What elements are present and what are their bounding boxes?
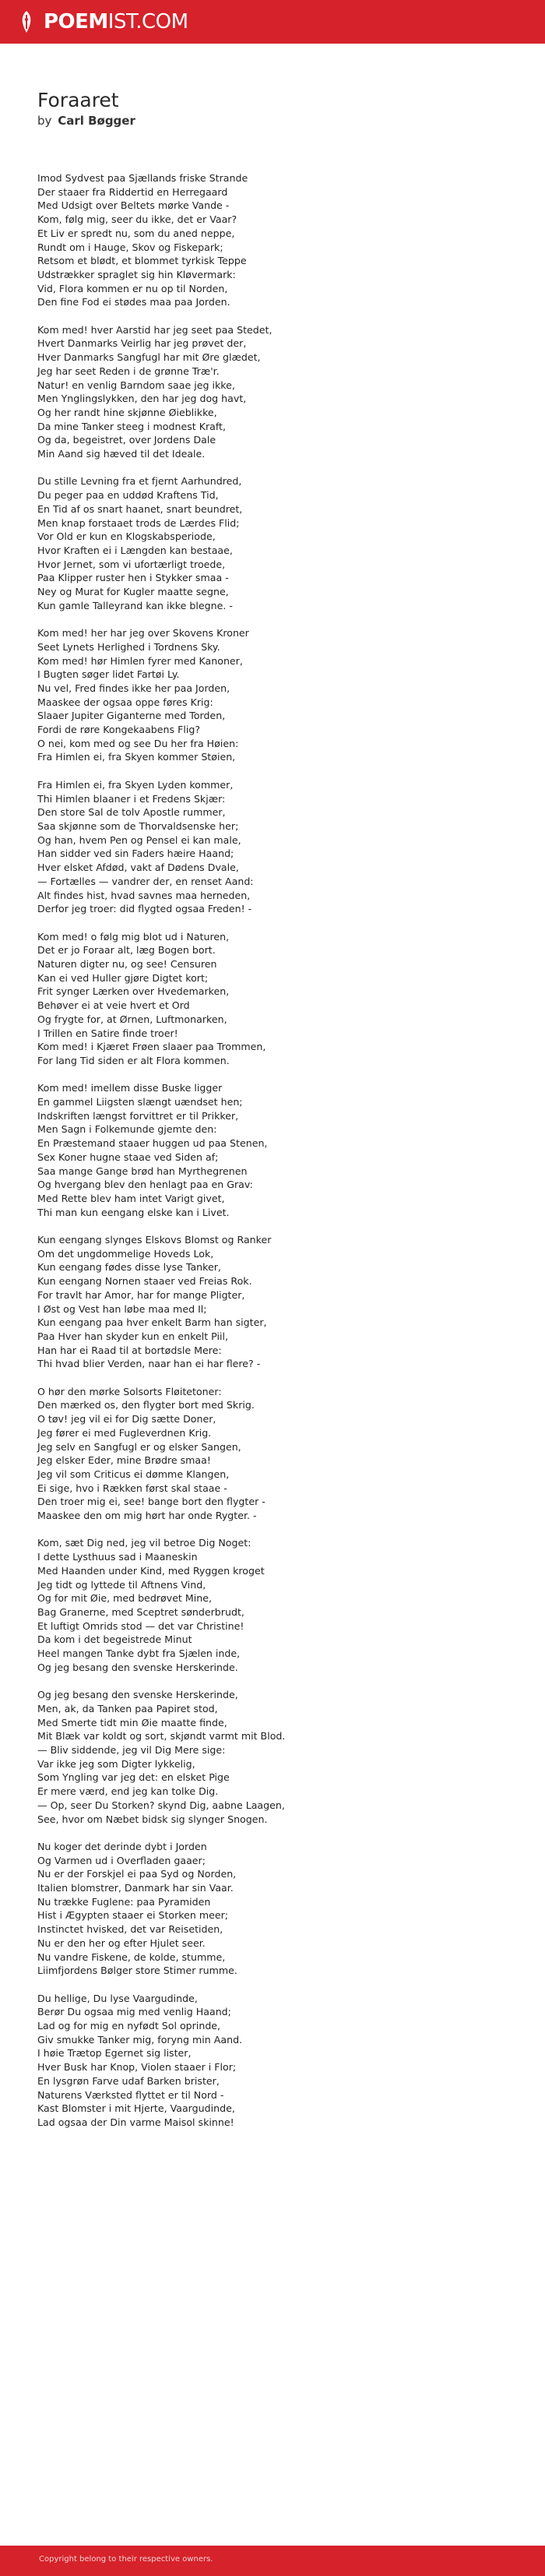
poem-stanza <box>37 1840 520 1978</box>
poem-line: Og han, hvem Pen og Pensel ei kan male, <box>37 833 241 846</box>
poem-line: Rundt om i Hauge, Skov og Fiskepark; <box>37 241 223 253</box>
poem-line: Men knap forstaaet trods de Lærdes Flid; <box>37 516 240 529</box>
poem-line: Saa mange Gange brød han Myrthegrenen <box>37 1165 248 1177</box>
site-footer <box>0 2546 545 2576</box>
poem-line: Den troer mig ei, see! bange bort den flygter - <box>37 1496 265 1508</box>
poem-line: Imod Sydvest paa Sjællands friske Strande <box>37 172 248 184</box>
poem-line: Om det ungdommelige Hoveds Lok, <box>37 1247 214 1260</box>
poem-line: Giv smukke Tanker mig, foryng min Aand. <box>37 2033 243 2046</box>
poem-line: Kom med! hver Aarstid har jeg seet paa Stedet, <box>37 323 272 336</box>
poem-line: Og jeg besang den svenske Herskerinde. <box>37 1661 238 1673</box>
site-header <box>0 0 545 44</box>
poem-line: Kom med! i Kjæret Frøen slaaer paa Trommen, <box>37 1041 266 1053</box>
poem-line: Lad ogsaa der Din varme Maisol skinne! <box>37 2116 234 2128</box>
poem-line: Bag Granerne, med Sceptret sønderbrudt, <box>37 1605 244 1618</box>
poem-line: Og jeg besang den svenske Herskerinde, <box>37 1689 238 1701</box>
poem-line: Nu trække Fuglene: paa Pyramiden <box>37 1895 211 1908</box>
poem-line: Kom, sæt Dig ned, jeg vil betroe Dig Noget: <box>37 1537 251 1549</box>
poem-line: Med Rette blev ham intet Varigt givet, <box>37 1192 225 1204</box>
poem-line: Naturens Værksted flyttet er til Nord - <box>37 2088 224 2101</box>
poem-stanza <box>37 778 520 916</box>
logo-text-light: IST.COM <box>107 10 188 33</box>
poem-line: Den mærked os, den flygter bort med Skrig. <box>37 1399 255 1411</box>
poem-line: Jeg fører ei med Fugleverdnen Krig. <box>37 1426 212 1439</box>
poem-line: Og hvergang blev den henlagt paa en Grav: <box>37 1179 253 1191</box>
poem-line: Ei sige, hvo i Rækken først skal staae - <box>37 1482 227 1494</box>
poem-line: Hver Danmarks Sangfugl har mit Øre glædet, <box>37 351 261 364</box>
poem-line: Fra Himlen ei, fra Skyen Lyden kommer, <box>37 778 234 791</box>
poem-line: Jeg selv en Sangfugl er og elsker Sangen, <box>37 1440 241 1453</box>
poem-stanza <box>37 1536 520 1674</box>
poem-line: Jeg vil som Criticus ei dømme Klangen, <box>37 1468 230 1480</box>
poem-line: Berør Du ogsaa mig med venlig Haand; <box>37 2006 231 2018</box>
poem-line: Lad og for mig en nyfødt Sol oprinde, <box>37 2020 221 2032</box>
poem-line: Det er jo Foraar alt, læg Bogen bort. <box>37 944 216 957</box>
poem-line: Er mere værd, end jeg kan tolke Dig. <box>37 1785 219 1798</box>
poem-line: Og for mit Øie, med bedrøvet Mine, <box>37 1592 212 1605</box>
poem-line: Kom med! her har jeg over Skovens Kroner <box>37 627 249 640</box>
poem-line: Thi hvad blier Verden, naar han ei har flere? - <box>37 1358 261 1370</box>
poem-line: Men, ak, da Tanken paa Papiret stod, <box>37 1702 218 1714</box>
poem-stanza <box>37 1233 520 1371</box>
poem-stanza <box>37 323 520 461</box>
poem-line: En Tid af os snart haanet, snart beundret, <box>37 502 243 515</box>
logo-text-bold: POEM <box>44 10 108 33</box>
poem-line: Derfor jeg troer: did flygted ogsaa Freden! - <box>37 903 252 915</box>
poem-stanza <box>37 930 520 1068</box>
poem-line: O nei, kom med og see Du her fra Høien: <box>37 737 239 749</box>
poem-line: Indskriften længst forvittret er til Prikker, <box>37 1109 239 1122</box>
poem-line: En Præstemand staaer huggen ud paa Stenen, <box>37 1137 268 1150</box>
poem-stanza <box>37 474 520 612</box>
poem-line: Naturen digter nu, og see! Censuren <box>37 958 217 970</box>
poem-line: Slaaer Jupiter Giganterne med Torden, <box>37 710 226 722</box>
poem-line: Kom med! hør Himlen fyrer med Kanoner, <box>37 654 243 667</box>
poem-line: Fra Himlen ei, fra Skyen kommer Støien, <box>37 751 236 763</box>
poem-line: Paa Klipper ruster hen i Stykker smaa - <box>37 572 229 584</box>
poem-line: I Trillen en Satire finde troer! <box>37 1027 178 1039</box>
poem-line: Hvor Jernet, som vi ufortærligt troede, <box>37 558 226 570</box>
poem-line: Du peger paa en uddød Kraftens Tid, <box>37 489 219 502</box>
poem-line: O hør den mørke Solsorts Fløitetoner: <box>37 1385 222 1397</box>
poem-line: Seet Lynets Herlighed i Tordnens Sky. <box>37 640 220 653</box>
poem-line: Liimfjordens Bølger store Stimer rumme. <box>37 1965 237 1977</box>
poem-line: Sex Koner hugne staae ved Siden af; <box>37 1151 219 1163</box>
poem-line: Kun eengang slynges Elskovs Blomst og Ranker <box>37 1234 272 1246</box>
poem-line: Behøver ei at veie hvert et Ord <box>37 999 190 1012</box>
poem-line: Var ikke jeg som Digter lykkelig, <box>37 1757 195 1770</box>
poem-line: See, hvor om Næbet bidsk sig slynger Snogen. <box>37 1813 268 1825</box>
poem-line: Nu vandre Fiskene, de kolde, stumme, <box>37 1951 226 1963</box>
poem-line: Han sidder ved sin Faders hæire Haand; <box>37 848 234 860</box>
poem-line: Italien blomstrer, Danmark har sin Vaar. <box>37 1882 234 1894</box>
poem-line: En gammel Liigsten slængt uændset hen; <box>37 1096 243 1108</box>
poem-line: Et luftigt Omrids stod — det var Christine! <box>37 1619 244 1632</box>
poem-line: Nu er der Forskjel ei paa Syd og Norden, <box>37 1868 237 1880</box>
poem-body <box>37 171 520 2143</box>
poem-line: Thi Himlen blaaner i et Fredens Skjær: <box>37 792 226 805</box>
poem-line: Jeg har seet Reden i de grønne Træ'r. <box>37 365 220 377</box>
poem-line: Han har ei Raad til at bortødsle Mere: <box>37 1344 222 1356</box>
poem-line: Natur! en venlig Barndom saae jeg ikke, <box>37 379 235 391</box>
poem-line: Men Sagn i Folkemunde gjemte den: <box>37 1123 217 1136</box>
poem-line: Og Varmen ud i Overfladen gaaer; <box>37 1854 206 1866</box>
poem-line: Da kom i det begeistrede Minut <box>37 1633 192 1646</box>
poem-stanza <box>37 1385 520 1523</box>
poem-line: Og her randt hine skjønne Øieblikke, <box>37 406 217 418</box>
poem-line: Du hellige, Du lyse Vaargudinde, <box>37 1992 198 2004</box>
poem-line: O tøv! jeg vil ei for Dig sætte Doner, <box>37 1413 216 1425</box>
poem-line: Hvert Danmarks Veirlig har jeg prøvet der, <box>37 337 247 350</box>
poem-line: Jeg tidt og lyttede til Aftnens Vind, <box>37 1578 206 1591</box>
poem-stanza <box>37 1688 520 1826</box>
poem-line: I høie Trætop Egernet sig lister, <box>37 2047 192 2060</box>
poem-stanza <box>37 1992 520 2130</box>
poem-line: Fordi de røre Kongekaabens Flig? <box>37 724 201 736</box>
poem-line: Heel mangen Tanke dybt fra Sjælen inde, <box>37 1647 241 1660</box>
poem-line: Med Smerte tidt min Øie maatte finde, <box>37 1716 227 1728</box>
poem-line: Nu vel, Fred findes ikke her paa Jorden, <box>37 682 230 694</box>
poem-line: Kom, følg mig, seer du ikke, det er Vaar? <box>37 213 237 226</box>
poem-line: Maaskee der ogsaa oppe føres Krig: <box>37 696 213 708</box>
poem-line: Retsom et blødt, et blommet tyrkisk Teppe <box>37 255 247 267</box>
poem-line: Instinctet hvisked, det var Reisetiden, <box>37 1923 223 1936</box>
poem-line: Hvor Kraften ei i Længden kan bestaae, <box>37 544 233 556</box>
poem-line: For lang Tid siden er alt Flora kommen. <box>37 1054 230 1066</box>
poem-line: Den store Sal de tolv Apostle rummer, <box>37 806 226 819</box>
poem-line: Kun gamle Talleyrand kan ikke blegne. - <box>37 599 233 611</box>
poem-line: Mit Blæk var koldt og sort, skjøndt varmt mit Blod. <box>37 1730 286 1743</box>
poem-line: — Fortælles — vandrer der, en renset Aand: <box>37 875 254 887</box>
poem-line: Med Udsigt over Beltets mørke Vande - <box>37 199 230 212</box>
poem-line: Saa skjønne som de Thorvaldsenske her; <box>37 819 239 832</box>
poem-line: Da mine Tanker steeg i modnest Kraft, <box>37 420 226 432</box>
poem-line: Kun eengang Nornen staaer ved Freias Rok. <box>37 1275 252 1288</box>
poem-line: Du stille Levning fra et fjernt Aarhundred, <box>37 475 242 488</box>
poem-line: Hver Busk har Knop, Violen staaer i Flor; <box>37 2061 237 2074</box>
poem-line: Et Liv er spredt nu, som du aned neppe, <box>37 227 235 239</box>
poem-line: — Bliv siddende, jeg vil Dig Mere sige: <box>37 1744 226 1756</box>
poem-byline <box>37 114 135 128</box>
poem-line: For travlt har Amor, har for mange Pligter, <box>37 1288 245 1301</box>
poem-line: I Øst og Vest han løbe maa med Il; <box>37 1302 207 1315</box>
poem-stanza <box>37 171 520 309</box>
poem-line: Og frygte for, at Ørnen, Luftmonarken, <box>37 1013 227 1025</box>
poem-line: Thi man kun eengang elske kan i Livet. <box>37 1206 230 1218</box>
poem-line: Alt findes hist, hvad savnes maa herneden, <box>37 889 251 901</box>
copyright-notice: Copyright belong to their respective owners. <box>39 2555 213 2564</box>
poem-line: Ney og Murat for Kugler maatte segne, <box>37 586 229 598</box>
poem-line: Der staaer fra Riddertid en Herregaard <box>37 185 228 198</box>
poem-stanza <box>37 1081 520 1219</box>
quill-pen-icon <box>17 10 36 33</box>
poem-title: Foraaret <box>37 89 119 111</box>
poem-line: Nu er den her og efter Hjulet seer. <box>37 1936 206 1949</box>
poem-line: Maaskee den om mig hørt har onde Rygter. - <box>37 1510 257 1522</box>
poem-line: Kast Blomster i mit Hjerte, Vaargudinde, <box>37 2102 235 2115</box>
poem-line: Kun eengang fødes disse lyse Tanker, <box>37 1261 221 1274</box>
poem-line: Jeg elsker Eder, mine Brødre smaa! <box>37 1454 211 1467</box>
poem-line: Den fine Fod ei stødes maa paa Jorden. <box>37 296 230 308</box>
poem-line: Nu koger det derinde dybt i Jorden <box>37 1840 207 1852</box>
poem-line: Vor Old er kun en Klogskabsperiode, <box>37 530 216 543</box>
poem-stanza <box>37 626 520 764</box>
byline-prefix: by <box>37 114 52 128</box>
poem-line: Kun eengang paa hver enkelt Barm han sigter, <box>37 1316 267 1329</box>
poem-line: I dette Lysthuus sad i Maaneskin <box>37 1551 198 1563</box>
poem-line: Kom med! o følg mig blot ud i Naturen, <box>37 930 230 943</box>
poem-line: Og da, begeistret, over Jordens Dale <box>37 434 216 446</box>
poem-line: I Bugten søger lidet Fartøi Ly. <box>37 668 180 681</box>
poem-line: — Op, seer Du Storken? skynd Dig, aabne Laagen, <box>37 1799 285 1811</box>
site-logo[interactable] <box>17 6 188 37</box>
poem-line: Med Haanden under Kind, med Ryggen kroget <box>37 1564 265 1577</box>
poem-line: Hist i Ægypten staaer ei Storken meer; <box>37 1909 229 1922</box>
poem-line: Paa Hver han skyder kun en enkelt Piil, <box>37 1330 228 1342</box>
author-link[interactable]: Carl Bøgger <box>58 114 135 128</box>
poem-line: Hver elsket Afdød, vakt af Dødens Dvale, <box>37 862 239 874</box>
poem-line: Men Ynglingslykken, den har jeg dog havt, <box>37 393 247 405</box>
poem-line: Min Aand sig hæved til det Ideale. <box>37 448 206 460</box>
poem-line: Frit synger Lærken over Hvedemarken, <box>37 985 230 998</box>
poem-line: Som Yngling var jeg det: en elsket Pige <box>37 1771 230 1784</box>
poem-line: Vid, Flora kommen er nu op til Norden, <box>37 282 228 294</box>
poem-line: Udstrækker spraglet sig hin Kløvermark: <box>37 268 236 280</box>
poem-line: Kan ei ved Huller gjøre Digtet kort; <box>37 971 209 984</box>
poem-line: Kom med! imellem disse Buske ligger <box>37 1082 223 1094</box>
poem-line: En lysgrøn Farve udaf Barken brister, <box>37 2074 220 2087</box>
